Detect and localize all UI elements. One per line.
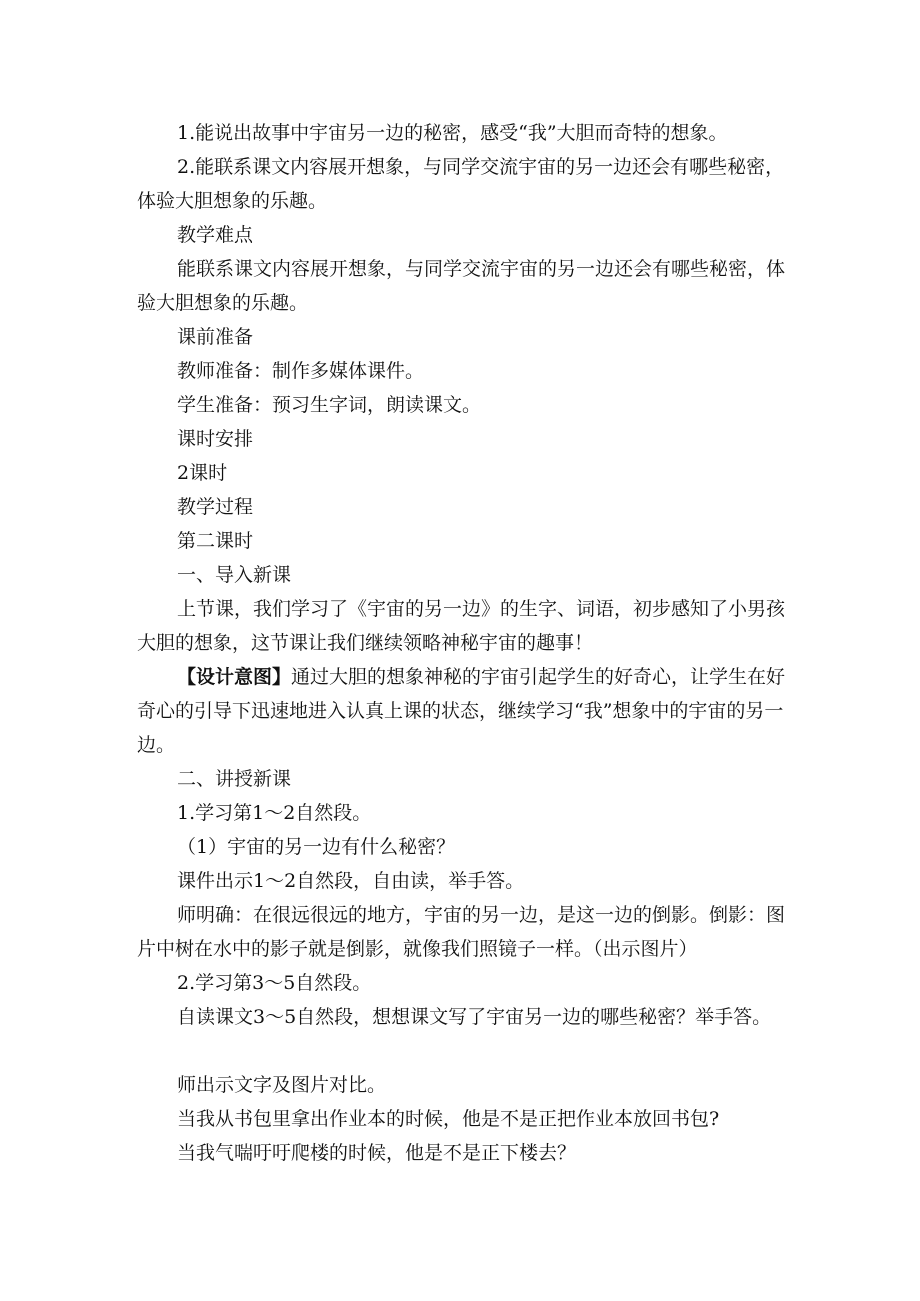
introduction-text: 上节课，我们学习了《宇宙的另一边》的生字、词语，初步感知了小男孩大胆的想象，这节课让我们继续领略神秘宇宙的趣事！ xyxy=(137,598,786,654)
teacher-comparison: 师出示文字及图片对比。 xyxy=(177,1074,387,1096)
design-intent-label: 【设计意图】 xyxy=(177,666,292,688)
heading-new-lesson: 二、讲授新课 xyxy=(177,768,292,790)
schedule-text: 2课时 xyxy=(177,462,228,484)
teacher-clarification: 师明确：在很远很远的地方，宇宙的另一边，是这一边的倒影。倒影：图片中树在水中的影子就是倒影，就像我们照镜子一样。（出示图片） xyxy=(137,904,786,960)
objective-2: 2.能联系课文内容展开想象，与同学交流宇宙的另一边还会有哪些秘密，体验大胆想象的乐趣。 xyxy=(137,156,785,212)
heading-introduction: 一、导入新课 xyxy=(177,564,292,586)
design-intent xyxy=(137,660,797,762)
heading-second-lesson: 第二课时 xyxy=(177,530,254,552)
heading-schedule: 课时安排 xyxy=(177,428,254,450)
design-intent-text: 通过大胆的想象神秘的宇宙引起学生的好奇心，让学生在好奇心的引导下迅速地进入认真上课的状态，继续学习“我”想象中的宇宙的另一边。 xyxy=(137,666,786,756)
heading-difficulty: 教学难点 xyxy=(177,224,254,246)
self-reading-task: 自读课文3～5自然段，想想课文写了宇宙另一边的哪些秘密？举手答。 xyxy=(177,1006,772,1028)
objective-1: 1.能说出故事中宇宙另一边的秘密，感受“我”大胆而奇特的想象。 xyxy=(177,122,728,144)
study-paragraphs-1-2: 1.学习第1～2自然段。 xyxy=(177,802,372,824)
difficulty-text: 能联系课文内容展开想象，与同学交流宇宙的另一边还会有哪些秘密，体验大胆想象的乐趣。 xyxy=(137,258,786,314)
example-sentence-1: 当我从书包里拿出作业本的时候，他是不是正把作业本放回书包? xyxy=(177,1108,720,1130)
student-preparation: 学生准备：预习生字词，朗读课文。 xyxy=(177,394,482,416)
courseware-step: 课件出示1～2自然段，自由读，举手答。 xyxy=(177,870,525,892)
example-sentence-2: 当我气喘吁吁爬楼的时候，他是不是正下楼去？ xyxy=(177,1142,577,1164)
study-paragraphs-3-5: 2.学习第3～5自然段。 xyxy=(177,972,372,994)
heading-preparation: 课前准备 xyxy=(177,326,254,348)
question-1: （1）宇宙的另一边有什么秘密？ xyxy=(177,836,456,858)
heading-process: 教学过程 xyxy=(177,496,254,518)
teacher-preparation: 教师准备：制作多媒体课件。 xyxy=(177,360,425,382)
